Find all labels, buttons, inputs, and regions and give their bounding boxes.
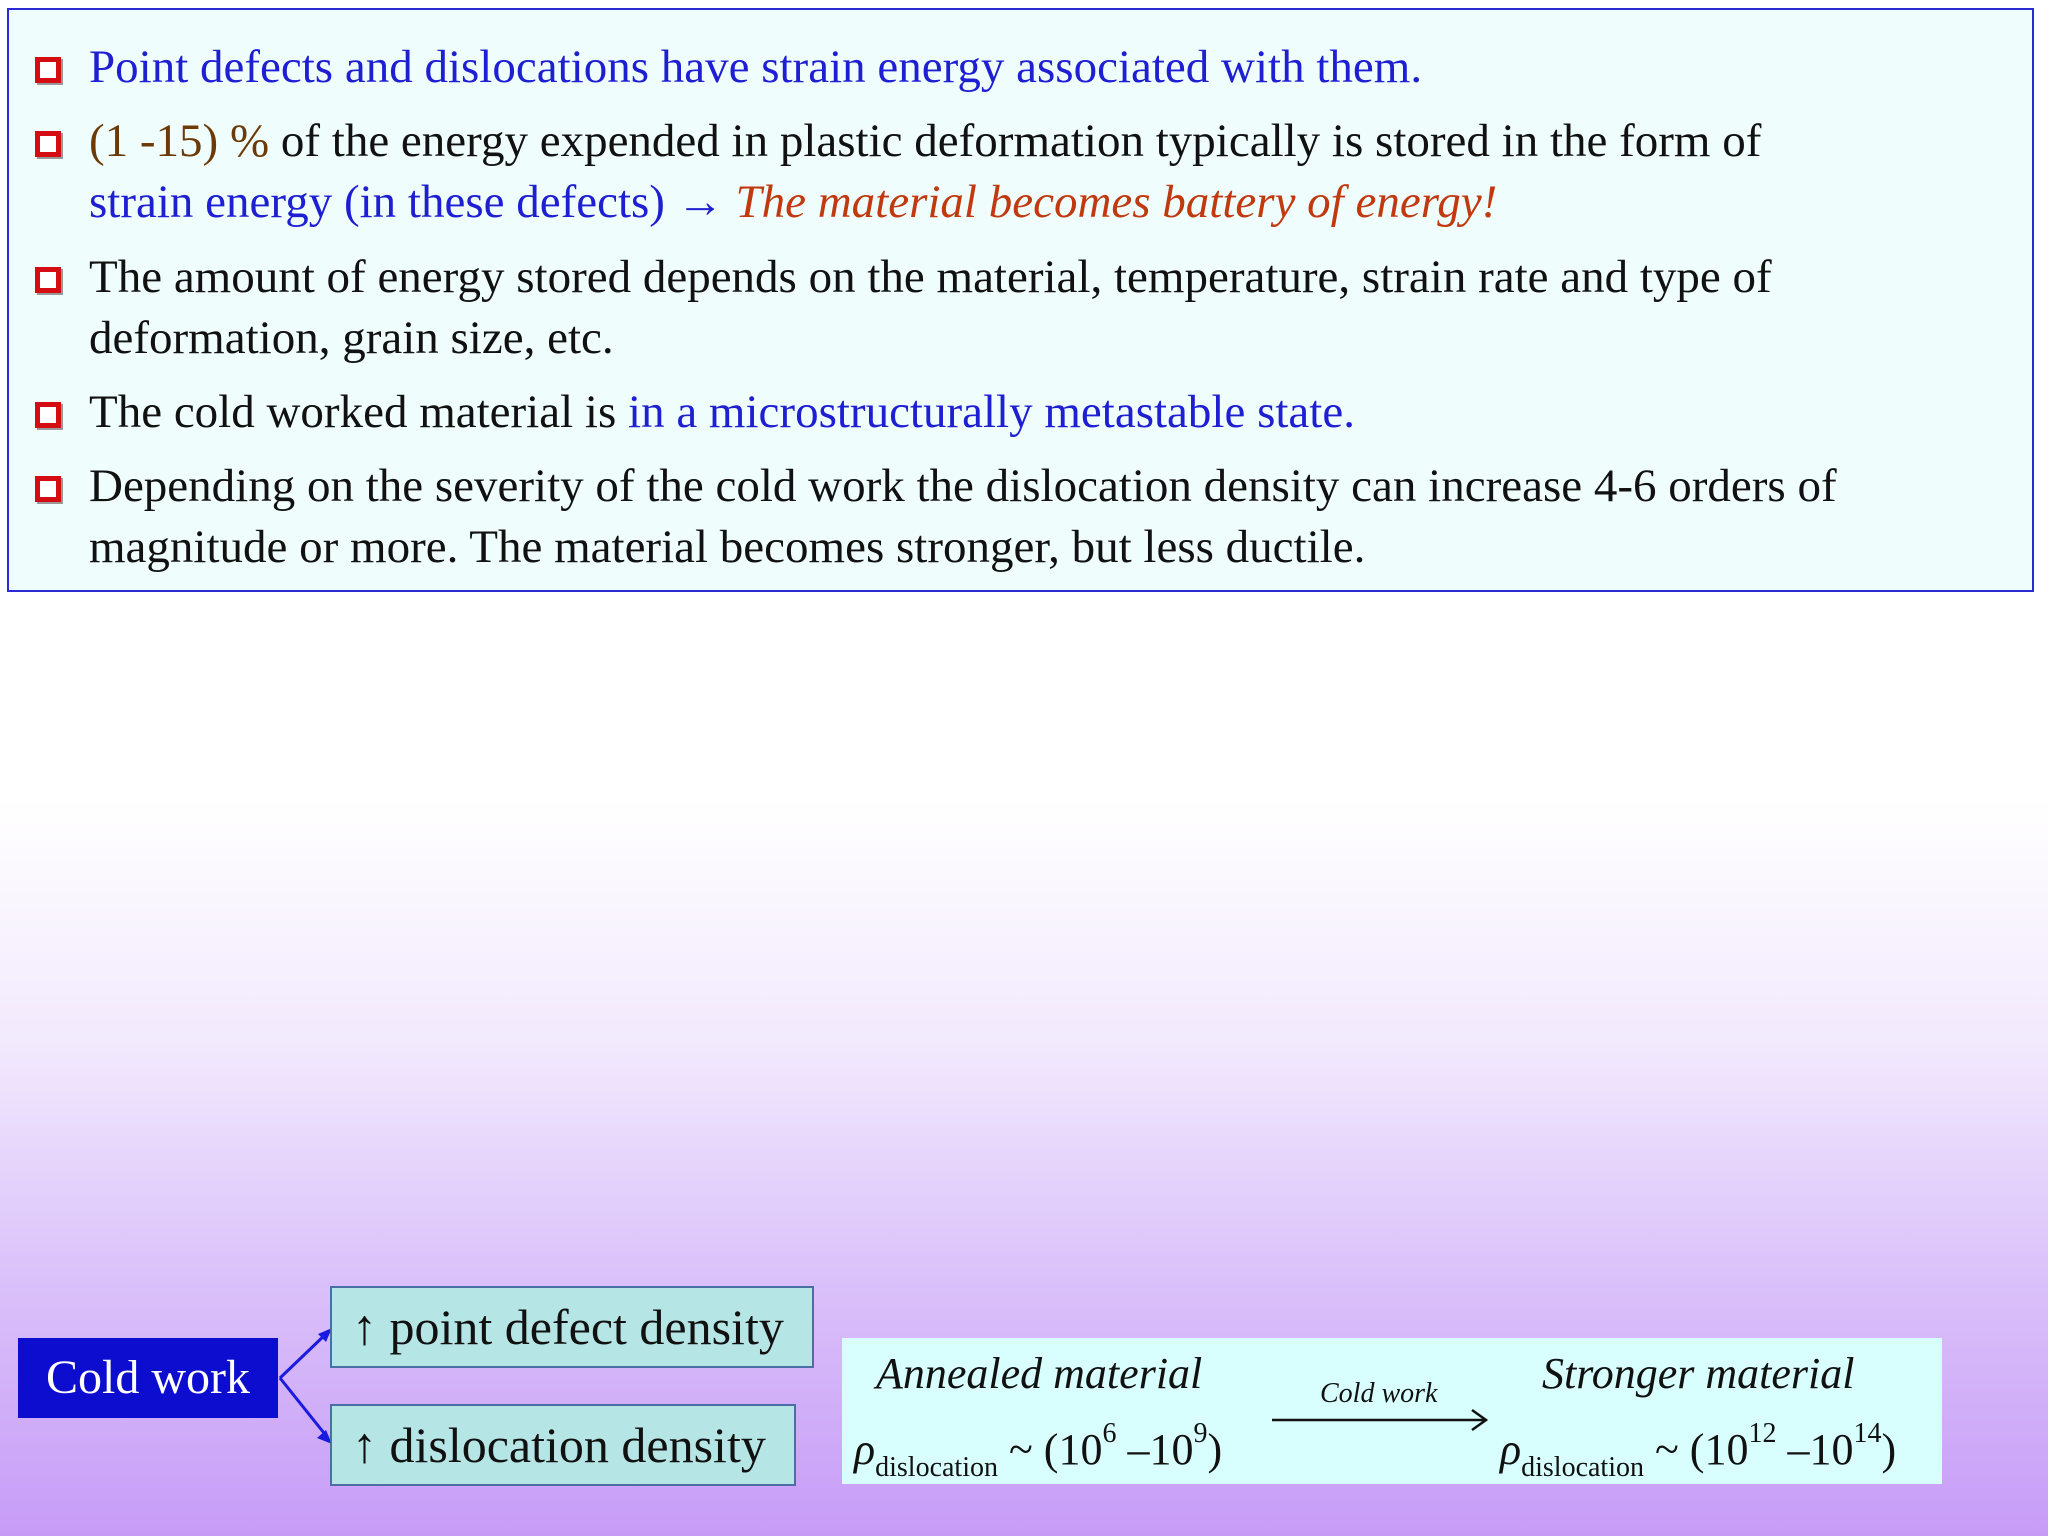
arrow-up-line bbox=[280, 1332, 328, 1378]
bullet-panel bbox=[7, 8, 2034, 592]
bullet-text: Point defects and dislocations have strain energy associated with them. bbox=[89, 41, 1423, 93]
energy-percent: (1 -15) % bbox=[89, 115, 270, 167]
bullet-text: Depending on the severity of the cold work the dislocation density can increase 4-6 orders of magnitude or more. The material becomes stronger, but less ductile. bbox=[89, 460, 1837, 573]
checkbox-bullet-icon bbox=[35, 402, 61, 428]
cold-work-box: Cold work bbox=[18, 1338, 278, 1418]
strain-energy-phrase: strain energy (in these defects) bbox=[89, 176, 665, 228]
bullet-text: The amount of energy stored depends on the material, temperature, strain rate and type of deformation, grain size, etc. bbox=[89, 251, 1772, 364]
stronger-label: Stronger material bbox=[1542, 1349, 1855, 1398]
branch-arrows bbox=[278, 1320, 338, 1460]
process-arrow bbox=[1270, 1406, 1496, 1436]
checkbox-bullet-icon bbox=[35, 267, 61, 293]
checkbox-bullet-icon bbox=[35, 476, 61, 502]
bullet-text: (1 -15) % of the energy expended in plastic deformation typically is stored in the form of strain energy (in these defects) → The material becomes battery of energy! bbox=[89, 115, 1762, 228]
battery-phrase: The material becomes battery of energy! bbox=[735, 176, 1498, 228]
stronger-density-expression: $\rho_{dislocation}$ ~ ($10^{12}$ $-10^{14}$) bbox=[1500, 1418, 1897, 1483]
bullet-text: The cold worked material is in a microstructurally metastable state. bbox=[89, 386, 1355, 438]
arrow-right-icon: → bbox=[664, 176, 736, 228]
checkbox-bullet-icon bbox=[35, 131, 61, 157]
point-defect-box: ↑ point defect density bbox=[330, 1286, 814, 1368]
annealed-density-expression: $\rho_{dislocation}$ ~ ($10^6$ $-10^9$) bbox=[854, 1418, 1223, 1483]
annealed-label: Annealed material bbox=[876, 1349, 1203, 1398]
dislocation-box: ↑ dislocation density bbox=[330, 1404, 796, 1486]
metastable-phrase: in a microstructurally metastable state. bbox=[628, 386, 1355, 438]
process-label: Cold work bbox=[1320, 1378, 1438, 1409]
arrow-down-line bbox=[280, 1378, 328, 1438]
equation-box bbox=[842, 1338, 1942, 1484]
checkbox-bullet-icon bbox=[35, 57, 61, 83]
